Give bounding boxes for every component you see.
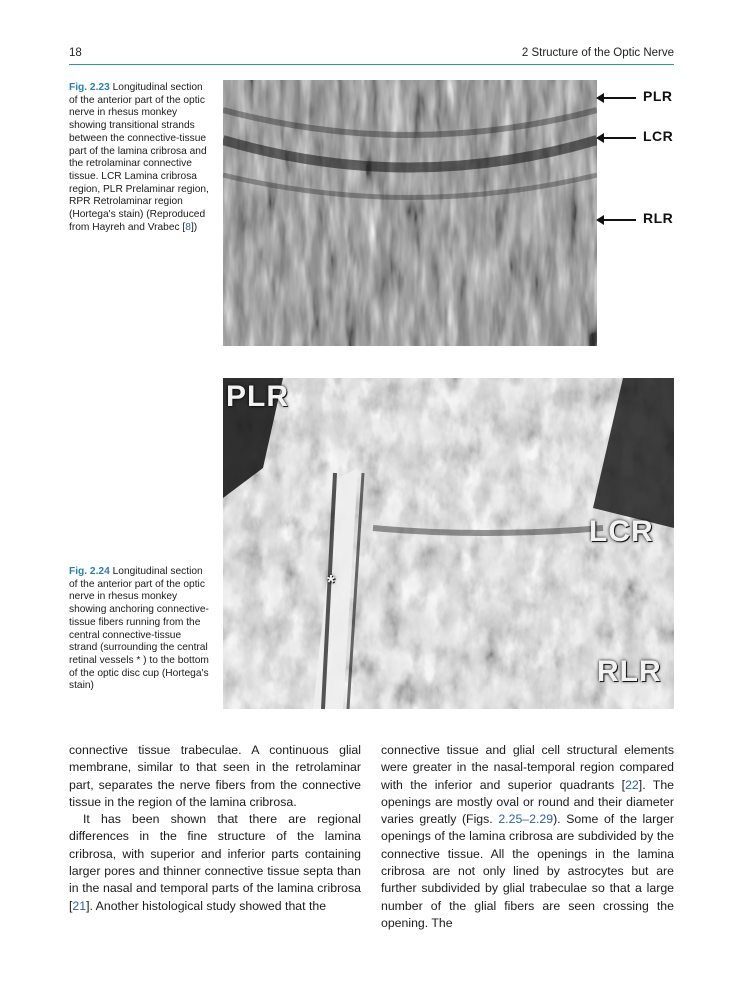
ref-22-link[interactable]: 22 [625, 777, 639, 792]
figs-2-25-2-29-link[interactable]: 2.25–2.29 [498, 812, 554, 827]
section-title: 2 Structure of the Optic Nerve [521, 47, 674, 59]
arrow-rlr-1 [602, 219, 636, 221]
paragraph-3-text-b: ]. The openings are mostly oval or round and their diameter varies greatly (Figs. [381, 777, 674, 827]
figure-2-24-label: Fig. 2.24 [69, 566, 110, 577]
figure-2-23-caption [69, 82, 211, 234]
ref-21-link[interactable]: 21 [72, 898, 87, 913]
paragraph-2-text-a: It has been shown that there are regional differences in the fine structure of the lamina cribrosa, with superior and inferior parts containing larger pores and thinner connective tissue septa than in the nasal and temporal parts of the lamina cribrosa [ [69, 812, 361, 913]
figure-2-23-caption-text: Longitudinal section of the anterior part of the optic nerve in rhesus monkey showing transitional strands between the connective-tissue part of the lamina cribrosa and the retrolaminar connective tissue. LCR Lamina cribrosa region, PLR Prelaminar region, RPR Retrolaminar region (Hortega's stain) (Reproduced from Hayreh and Vrabec [ [69, 82, 209, 233]
figure-2-23-caption-end: ]) [190, 221, 198, 233]
page-number: 18 [69, 47, 82, 59]
arrow-lcr-1 [602, 137, 636, 139]
running-header [69, 47, 674, 63]
figure-2-24-caption-text: Longitudinal section of the anterior part of the optic nerve in rhesus monkey showing anchoring connective-tissue fibers running from the central connective-tissue strand (surrounding the central retinal vessels * ) to the bottom of the optic disc cup (Hortega's stain) [69, 566, 209, 692]
paragraph-1: connective tissue trabeculae. A continuous glial membrane, similar to that seen in the retrolaminar part, separates the nerve fibers from the connective tissue in the region of the lamina cribrosa. [69, 743, 361, 809]
paragraph-3-text-a: connective tissue and glial cell structural elements were greater in the nasal-temporal region compared with the inferior and superior quadrants [ [381, 743, 674, 792]
arrow-plr-1 [602, 97, 636, 99]
label-plr-2: PLR [226, 380, 289, 413]
paragraph-3-text-c: ). Some of the larger openings of the lamina cribrosa are subdivided by the connective tissue. All the openings in the lamina cribrosa are not only lined by astrocytes but are further subdivided by glial trabeculae so that a large number of the glial fibers are seen crossing the opening. The [381, 812, 674, 930]
body-column-right [381, 742, 674, 932]
paragraph-2 [69, 811, 361, 915]
header-rule [69, 64, 674, 65]
figure-2-23-ref-link[interactable]: 8 [185, 221, 191, 233]
label-lcr-2: LCR [589, 515, 654, 548]
micrograph-1-texture [223, 80, 597, 346]
figure-2-23-label: Fig. 2.23 [69, 82, 110, 93]
asterisk-marker: * [327, 572, 336, 594]
figure-2-23-micrograph [223, 80, 597, 346]
label-rlr-2: RLR [597, 655, 662, 688]
label-rlr-1: RLR [643, 210, 674, 226]
paragraph-3 [381, 742, 674, 932]
label-lcr-1: LCR [643, 128, 674, 144]
figure-2-24-caption [69, 566, 211, 693]
body-column-left [69, 742, 361, 915]
label-plr-1: PLR [643, 88, 673, 104]
paragraph-2-text-b: ]. Another histological study showed that the [86, 898, 327, 913]
